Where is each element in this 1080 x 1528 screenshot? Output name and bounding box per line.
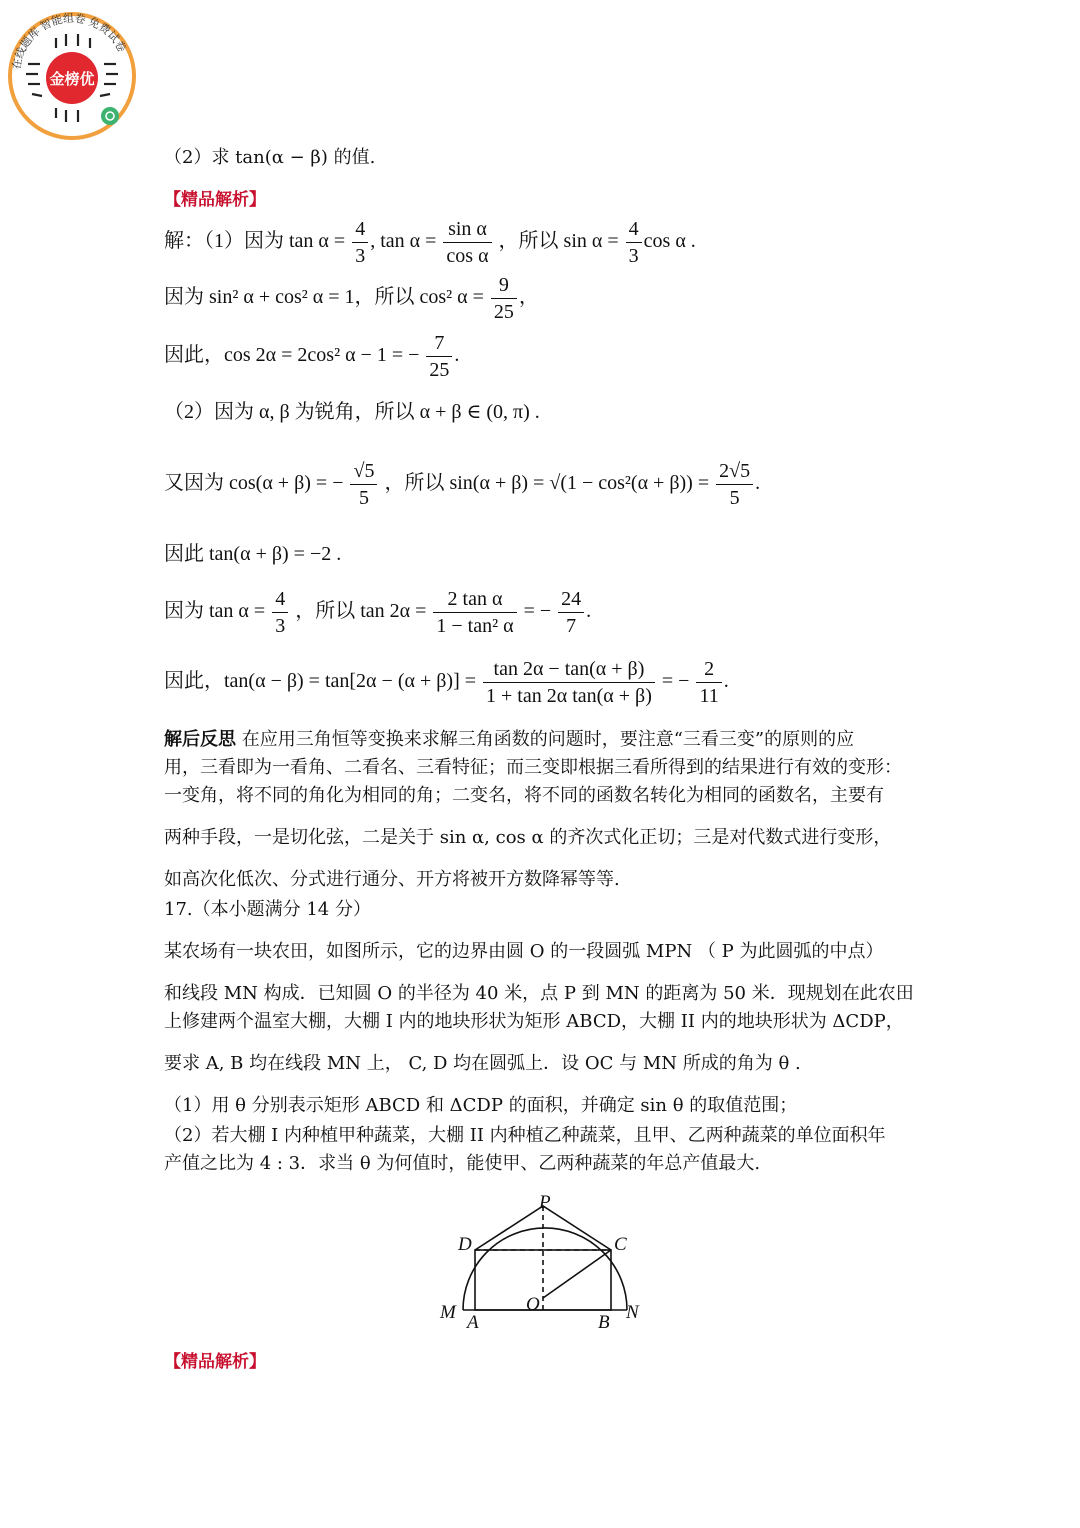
- solution-header-1: 【精品解析】: [164, 190, 266, 210]
- reflection-line-5: 如高次化低次、分式进行通分、开方将被开方数降幂等等.: [164, 869, 620, 890]
- reflection-line-3: 一变角，将不同的角化为相同的角；二变名，将不同的函数名转化为相同的函数名，主要有: [164, 785, 884, 806]
- label-N: N: [626, 1302, 639, 1323]
- q17-p4: 要求 A, B 均在线段 MN 上， C, D 均在圆弧上．设 OC 与 MN 所成的角为 θ .: [164, 1053, 801, 1074]
- frac: $\frac{7}{25}$: [426, 330, 452, 383]
- q17-p3: 上修建两个温室大棚，大棚 I 内的地块形状为矩形 ABCD，大棚 II 内的地块形状为 ΔCDP，: [164, 1011, 904, 1032]
- sol-line-1: 解：（1）因为 tan α = $\frac{4}{3}$ , tan α = $\frac{\text{sin α}}{\text{cos α}}$ ，所以 sin α = $\frac{4}{3}$ cos α .: [164, 218, 696, 267]
- frac: $\frac{\tan 2\alpha - \tan(\alpha + \beta)}{\text{1 + tan 2α tan(α + β)}}$: [483, 656, 655, 709]
- sol-line-3: 因此，cos 2α = 2cos² α − 1 = − $\frac{7}{25}$ .: [164, 332, 460, 381]
- reflection-line-1: 解后反思 在应用三角恒等变换来求解三角函数的问题时，要注意“三看三变”的原则的应: [164, 729, 855, 750]
- frac: $\frac{\text{2 tan α}}{\text{1 − tan² α}}$: [433, 586, 516, 639]
- frac: $\frac{9}{25}$: [491, 272, 517, 325]
- q16-part2: （2）求 tan(α − β) 的值.: [164, 147, 376, 168]
- logo-brand-text: 金榜优: [49, 72, 95, 88]
- q17-question-2a: （2）若大棚 I 内种植甲种蔬菜，大棚 II 内种植乙种蔬菜，且甲、乙两种蔬菜的单位面积年: [164, 1125, 886, 1146]
- sol-line-4: （2）因为 α, β 为锐角，所以 α + β ∈ (0, π) .: [164, 401, 540, 423]
- sol-line-8: 因此，tan(α − β) = tan[2α − (α + β)] = $\frac{\tan 2\alpha - \tan(\alpha + \beta)}{\text{1 + tan 2α tan(α + β)}}$ = − $\frac{2}{11}$ .: [164, 658, 729, 707]
- reflection-line-2: 用，三看即为一看角、二看名、三看特征；而三变即根据三看所得到的结果进行有效的变形：: [164, 757, 902, 778]
- arc-MPN: [463, 1228, 627, 1310]
- segment-OC: [543, 1250, 611, 1298]
- q17-header: 17.（本小题满分 14 分）: [164, 899, 371, 920]
- q17-p1: 某农场有一块农田，如图所示，它的边界由圆 O 的一段圆弧 MPN （ P 为此圆弧的中点）: [164, 941, 884, 962]
- label-O: O: [526, 1294, 540, 1315]
- logo-ring-text: 在线题库 智能组卷 免费试卷: [11, 12, 128, 71]
- sol-line-5: 又因为 cos(α + β) = − $\frac{√5}{5}$ ，所以 sin(α + β) = √(1 − cos²(α + β)) = $\frac{2√5}{5}$ .: [164, 460, 761, 509]
- sol-line-2: 因为 sin² α + cos² α = 1，所以 cos² α = $\frac{9}{25}$ ，: [164, 274, 539, 323]
- reflection-line-4: 两种手段，一是切化弦，二是关于 sin α, cos α 的齐次式化正切；三是对代数式进行变形，: [164, 827, 892, 848]
- frac: $\frac{24}{7}$: [558, 586, 584, 639]
- frac: $\frac{√5}{5}$: [350, 458, 377, 511]
- solution-header-2: 【精品解析】: [164, 1352, 266, 1372]
- label-C: C: [614, 1234, 627, 1255]
- sol-line-7: 因为 tan α = $\frac{4}{3}$ ，所以 tan 2α = $\frac{\text{2 tan α}}{\text{1 − tan² α}}$ = − $\frac{24}{7}$ .: [164, 588, 592, 637]
- label-A: A: [467, 1312, 479, 1333]
- frac: $\frac{2}{11}$: [696, 656, 721, 709]
- label-D: D: [458, 1234, 472, 1255]
- farmland-figure: [430, 1188, 650, 1338]
- frac: $\frac{4}{3}$: [626, 216, 642, 269]
- frac: $\frac{4}{3}$: [272, 586, 288, 639]
- q17-question-2b: 产值之比为 4 : 3．求当 θ 为何值时，能使甲、乙两种蔬菜的年总产值最大.: [164, 1153, 761, 1174]
- q17-question-1: （1）用 θ 分别表示矩形 ABCD 和 ΔCDP 的面积，并确定 sin θ 的取值范围；: [164, 1095, 798, 1116]
- frac: $\frac{4}{3}$: [352, 216, 368, 269]
- q17-p2: 和线段 MN 构成．已知圆 O 的半径为 40 米，点 P 到 MN 的距离为 50 米．现规划在此农田: [164, 983, 914, 1004]
- label-B: B: [598, 1312, 610, 1333]
- label-M: M: [440, 1302, 456, 1323]
- label-P: P: [539, 1192, 551, 1213]
- reflection-title: 解后反思: [164, 729, 236, 750]
- sol-line-6: 因此 tan(α + β) = −2 .: [164, 543, 342, 565]
- frac: $\frac{\text{sin α}}{\text{cos α}}$: [443, 216, 491, 269]
- jinbangyou-logo: [6, 4, 138, 140]
- frac: $\frac{2√5}{5}$: [716, 458, 753, 511]
